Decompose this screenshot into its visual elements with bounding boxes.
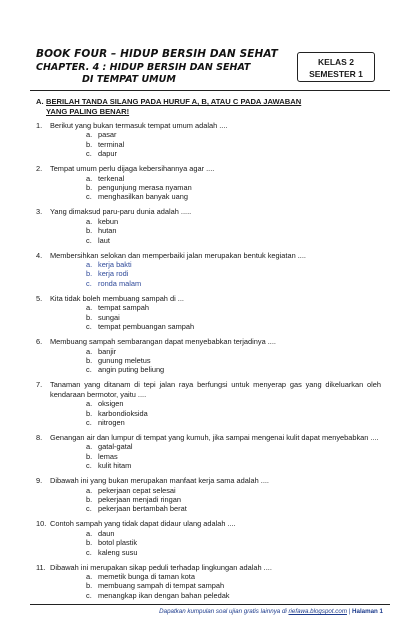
chapter-title: [36, 62, 250, 86]
chapter-title-line1: CHAPTER. 4 : HIDUP BERSIH DAN SEHAT: [36, 62, 251, 73]
option-text: lemas: [98, 451, 118, 461]
answer-option[interactable]: [86, 365, 381, 374]
page-footer: [0, 608, 383, 615]
question-text: Tanaman yang ditanam di tepi jalan raya berfungsi untuk menyerap gas yang dikeluarkan oleh kendaraan bermotor, yaitu ....: [50, 380, 381, 399]
answer-option[interactable]: [86, 356, 381, 365]
question-item: [36, 433, 381, 471]
question-item: [36, 251, 381, 289]
option-letter: a.: [86, 216, 93, 226]
option-letter: b.: [86, 355, 93, 365]
answer-option[interactable]: [86, 322, 381, 331]
answer-option[interactable]: [86, 130, 381, 139]
answer-option[interactable]: [86, 279, 381, 288]
answer-option[interactable]: [86, 217, 381, 226]
option-letter: c.: [86, 322, 92, 332]
option-text: menangkap ikan dengan bahan peledak: [98, 590, 230, 600]
question-text: Membersihkan selokan dan memperbaiki jalan merupakan bentuk kegiatan ....: [50, 250, 306, 260]
question-number: 1.: [36, 121, 43, 130]
option-letter: c.: [86, 278, 92, 288]
answer-option[interactable]: [86, 149, 381, 158]
class-semester-box: [297, 52, 375, 82]
answer-options: [36, 303, 381, 331]
option-text: pekerjaan menjadi ringan: [98, 494, 181, 504]
question-list: [36, 121, 381, 606]
option-letter: b.: [86, 538, 93, 548]
question-text: Yang dimaksud paru-paru dunia adalah .....: [50, 207, 192, 217]
page-number: Halaman 1: [352, 608, 383, 615]
question-number: 11.: [36, 562, 46, 572]
option-text: pasar: [98, 130, 117, 140]
question-number: 5.: [36, 293, 43, 303]
answer-option[interactable]: [86, 269, 381, 278]
answer-options: [36, 174, 381, 202]
option-text: nitrogen: [98, 417, 125, 427]
answer-option[interactable]: [86, 504, 381, 513]
class-label: KELAS 2: [318, 57, 354, 67]
question-text: Dibawah ini yang bukan merupakan manfaat kerja sama adalah ....: [50, 476, 269, 486]
option-text: kebun: [98, 216, 119, 226]
question-number: 4.: [36, 250, 43, 260]
question-text: Dibawah ini merupakan sikap peduli terhadap lingkungan adalah ....: [50, 562, 272, 572]
option-text: pengunjung merasa nyaman: [98, 183, 192, 193]
question-row: [36, 433, 381, 442]
question-number: 10.: [36, 519, 47, 529]
answer-option[interactable]: [86, 192, 381, 201]
option-text: kulit hitam: [98, 461, 132, 471]
answer-option[interactable]: [86, 183, 381, 192]
option-letter: b.: [86, 226, 93, 236]
header-divider: [30, 90, 390, 91]
answer-option[interactable]: [86, 303, 381, 312]
option-letter: a.: [86, 528, 93, 538]
option-text: karbondioksida: [98, 408, 148, 418]
option-text: gatal-gatal: [98, 442, 133, 452]
option-letter: b.: [86, 139, 93, 149]
question-row: [36, 337, 381, 346]
option-letter: a.: [86, 173, 93, 183]
footer-separator: |: [348, 608, 351, 615]
answer-option[interactable]: [86, 313, 381, 322]
answer-option[interactable]: [86, 226, 381, 235]
option-text: kaleng susu: [98, 547, 138, 557]
semester-label: SEMESTER 1: [309, 69, 363, 79]
answer-option[interactable]: [86, 174, 381, 183]
answer-option[interactable]: [86, 495, 381, 504]
option-text: kerja rodi: [98, 269, 129, 279]
answer-option[interactable]: [86, 399, 381, 408]
answer-option[interactable]: [86, 140, 381, 149]
question-item: [36, 294, 381, 332]
answer-option[interactable]: [86, 442, 381, 451]
option-text: botol plastik: [98, 538, 138, 548]
answer-option[interactable]: [86, 486, 381, 495]
option-letter: b.: [86, 183, 93, 193]
question-number: 8.: [36, 432, 43, 442]
question-item: [36, 164, 381, 202]
option-text: laut: [98, 235, 110, 245]
option-text: oksigen: [98, 399, 124, 409]
question-item: [36, 380, 381, 427]
question-item: [36, 519, 381, 557]
option-letter: a.: [86, 130, 93, 140]
option-letter: a.: [86, 572, 93, 581]
answer-option[interactable]: [86, 538, 381, 547]
question-row: [36, 476, 381, 485]
option-text: pekerjaan cepat selesai: [98, 485, 176, 495]
section-instruction: [36, 97, 376, 117]
answer-option[interactable]: [86, 418, 381, 427]
answer-options: [36, 347, 381, 375]
answer-options: [36, 442, 381, 470]
option-letter: a.: [86, 303, 93, 313]
question-item: [36, 337, 381, 375]
option-letter: b.: [86, 451, 93, 461]
option-letter: c.: [86, 235, 92, 245]
answer-options: [36, 572, 381, 600]
question-row: [36, 380, 381, 399]
option-letter: b.: [86, 408, 93, 418]
option-text: kerja bakti: [98, 260, 132, 270]
answer-option[interactable]: [86, 591, 381, 600]
option-letter: b.: [86, 312, 93, 322]
question-number: 2.: [36, 164, 43, 174]
question-row: [36, 121, 381, 130]
answer-option[interactable]: [86, 347, 381, 356]
answer-options: [36, 529, 381, 557]
answer-option[interactable]: [86, 529, 381, 538]
answer-option[interactable]: [86, 260, 381, 269]
option-text: menghasilkan banyak uang: [98, 192, 188, 202]
option-text: ronda malam: [98, 278, 142, 288]
option-letter: b.: [86, 269, 93, 279]
answer-option[interactable]: [86, 548, 381, 557]
answer-options: [36, 399, 381, 427]
question-number: 6.: [36, 337, 43, 347]
option-text: memetik bunga di taman kota: [98, 572, 195, 581]
option-letter: b.: [86, 494, 93, 504]
option-text: dapur: [98, 149, 117, 159]
option-text: terminal: [98, 139, 125, 149]
footer-divider: [30, 604, 390, 605]
question-row: [36, 294, 381, 303]
option-letter: b.: [86, 581, 93, 591]
option-letter: c.: [86, 590, 92, 600]
question-number: 9.: [36, 476, 43, 486]
footer-text: Dapatkan kumpulan soal ujian gratis lainnya di: [159, 608, 287, 615]
option-letter: c.: [86, 417, 92, 427]
question-text: Genangan air dan lumpur di tempat yang kumuh, jika sampai mengenai kulit dapat menyebabkan ....: [50, 432, 379, 442]
question-item: [36, 207, 381, 245]
answer-option[interactable]: [86, 409, 381, 418]
option-text: sungai: [98, 312, 120, 322]
question-text: Kita tidak boleh membuang sampah di ...: [50, 293, 184, 303]
option-text: banjir: [98, 346, 117, 356]
option-letter: a.: [86, 485, 93, 495]
chapter-title-line2: DI TEMPAT UMUM: [82, 74, 176, 85]
option-text: angin puting beliung: [98, 365, 165, 375]
section-letter: A.: [36, 97, 44, 106]
question-row: [36, 251, 381, 260]
answer-options: [36, 130, 381, 158]
option-text: terkenal: [98, 173, 125, 183]
instruction-line2: YANG PALING BENAR!: [46, 107, 130, 116]
option-letter: c.: [86, 547, 92, 557]
option-text: pekerjaan bertambah berat: [98, 504, 187, 514]
answer-options: [36, 217, 381, 245]
answer-option[interactable]: [86, 236, 381, 245]
question-number: 7.: [36, 380, 43, 390]
option-letter: c.: [86, 504, 92, 514]
answer-options: [36, 486, 381, 514]
option-text: hutan: [98, 226, 117, 236]
question-row: [36, 164, 381, 173]
instruction-line1: BERILAH TANDA SILANG PADA HURUF A, B, ATAU C PADA JAWABAN: [46, 97, 302, 106]
option-text: daun: [98, 528, 115, 538]
answer-options: [36, 260, 381, 288]
option-letter: c.: [86, 192, 92, 202]
question-row: [36, 519, 381, 528]
option-letter: a.: [86, 442, 93, 452]
answer-option[interactable]: [86, 581, 381, 590]
option-letter: a.: [86, 260, 93, 270]
answer-option[interactable]: [86, 572, 381, 581]
answer-option[interactable]: [86, 461, 381, 470]
question-row: [36, 207, 381, 216]
question-text: Tempat umum perlu dijaga kebersihannya agar ....: [50, 164, 215, 174]
option-text: membuang sampah di tempat sampah: [98, 581, 225, 591]
book-title: BOOK FOUR – HIDUP BERSIH DAN SEHAT: [36, 48, 278, 60]
option-text: tempat pembuangan sampah: [98, 322, 195, 332]
option-text: tempat sampah: [98, 303, 149, 313]
question-item: [36, 563, 381, 601]
question-row: [36, 563, 381, 572]
answer-option[interactable]: [86, 452, 381, 461]
question-text: Berikut yang bukan termasuk tempat umum adalah ....: [50, 121, 228, 130]
option-text: gunung meletus: [98, 355, 151, 365]
question-text: Contoh sampah yang tidak dapat didaur ulang adalah ....: [50, 519, 236, 529]
question-item: [36, 476, 381, 514]
question-text: Membuang sampah sembarangan dapat menyebabkan terjadinya ....: [50, 337, 276, 347]
question-item: [36, 121, 381, 159]
option-letter: c.: [86, 365, 92, 375]
option-letter: c.: [86, 461, 92, 471]
option-letter: a.: [86, 399, 93, 409]
option-letter: c.: [86, 149, 92, 159]
footer-link[interactable]: riefawa.blogspot.com: [288, 608, 347, 615]
question-number: 3.: [36, 207, 43, 217]
option-letter: a.: [86, 346, 93, 356]
